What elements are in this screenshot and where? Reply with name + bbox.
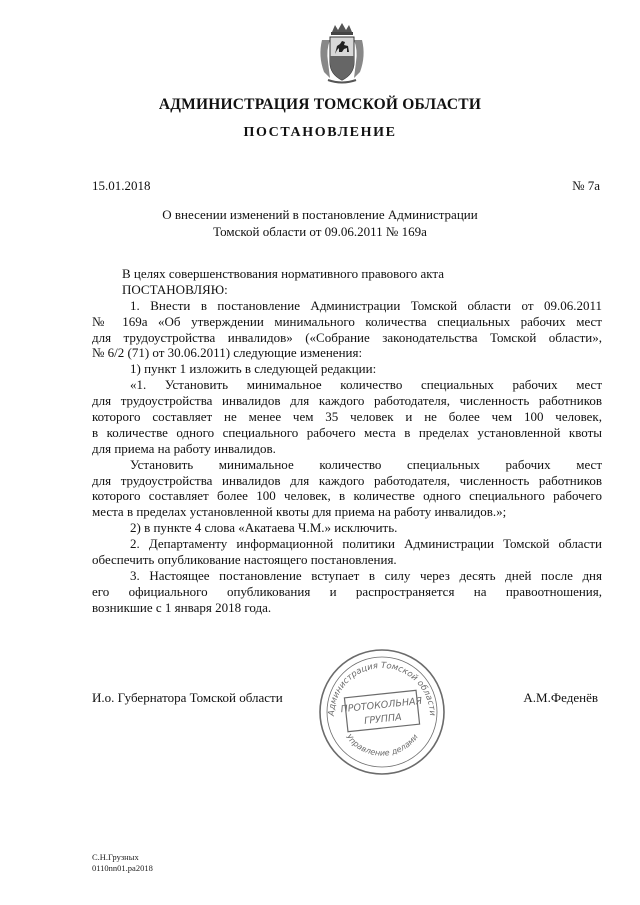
coat-of-arms-icon bbox=[318, 22, 366, 84]
body-line: 2. Департаменту информационной политики Администрации Томской области bbox=[130, 536, 602, 552]
official-stamp-icon bbox=[316, 646, 448, 778]
executor-name: С.Н.Грузных bbox=[92, 852, 139, 862]
signatory-name: А.М.Феденёв bbox=[523, 690, 598, 705]
body-line: № 6/2 (71) от 30.06.2011) следующие изменения: bbox=[92, 345, 363, 361]
body-line: Установить минимальное количество специальных рабочих мест bbox=[130, 456, 602, 472]
body-line: места в пределах установленной квоты для приема на работу инвалидов.»; bbox=[92, 504, 507, 520]
document-date: 15.01.2018 bbox=[92, 178, 151, 193]
stamp-bottom-text: Управление делами bbox=[344, 732, 420, 758]
stamp-inner-line: ГРУППА bbox=[363, 712, 403, 727]
document-footer bbox=[92, 852, 153, 874]
body-line: которого составляет более 100 человек, в количестве одного специального рабочего bbox=[92, 488, 602, 504]
body-line: «1. Установить минимальное количество специальных рабочих мест bbox=[130, 377, 602, 393]
body-line: для трудоустройства инвалидов для каждого работодателя, численность работников bbox=[92, 472, 602, 488]
subject-line: О внесении изменений в постановление Администрации bbox=[162, 207, 478, 222]
stamp-inner-line: ПРОТОКОЛЬНАЯ bbox=[340, 695, 423, 716]
document-body bbox=[92, 266, 602, 616]
body-line: которого составляет не менее чем 35 человек и не более чем 100 человек, bbox=[92, 409, 602, 425]
body-line: для трудоустройства инвалидов для каждого работодателя, численность работников bbox=[92, 393, 602, 409]
signatory-position: И.о. Губернатора Томской области bbox=[92, 690, 283, 705]
body-line: для приема на работу инвалидов. bbox=[92, 440, 276, 456]
body-line: для трудоустройства инвалидов» («Собрание законодательства Томской области», bbox=[92, 329, 602, 345]
body-line: возникшие с 1 января 2018 года. bbox=[92, 599, 272, 615]
body-line: 1) пункт 1 изложить в следующей редакции: bbox=[130, 361, 377, 377]
document-type: ПОСТАНОВЛЕНИЕ bbox=[243, 125, 397, 140]
body-line: № 169а «Об утверждении минимального количества специальных рабочих мест bbox=[92, 313, 602, 329]
body-line: в количестве одного специального рабочего места в пределах установленной квоты bbox=[92, 424, 602, 440]
stamp-outer-text: Администрация Томской области bbox=[326, 660, 438, 717]
body-line: 2) в пункте 4 слова «Акатаева Ч.М.» исключить. bbox=[130, 520, 398, 536]
subject-line: Томской области от 09.06.2011 № 169а bbox=[213, 224, 427, 239]
document-subject bbox=[0, 206, 640, 240]
body-line: его официального опубликования и распространяется на правоотношения, bbox=[92, 583, 602, 599]
organization-title: АДМИНИСТРАЦИЯ ТОМСКОЙ ОБЛАСТИ bbox=[158, 96, 482, 113]
body-line: 1. Внести в постановление Администрации Томской области от 09.06.2011 bbox=[130, 297, 602, 313]
document-number: № 7а bbox=[572, 178, 600, 193]
body-line: В целях совершенствования нормативного правового акта bbox=[122, 266, 445, 281]
body-line: ПОСТАНОВЛЯЮ: bbox=[122, 281, 228, 297]
svg-text:Управление делами bbox=[344, 732, 420, 757]
body-line: 3. Настоящее постановление вступает в силу через десять дней после дня bbox=[130, 567, 602, 583]
body-line: обеспечить опубликование настоящего постановления. bbox=[92, 552, 397, 568]
file-reference: 0110nn01.pa2018 bbox=[92, 863, 153, 873]
